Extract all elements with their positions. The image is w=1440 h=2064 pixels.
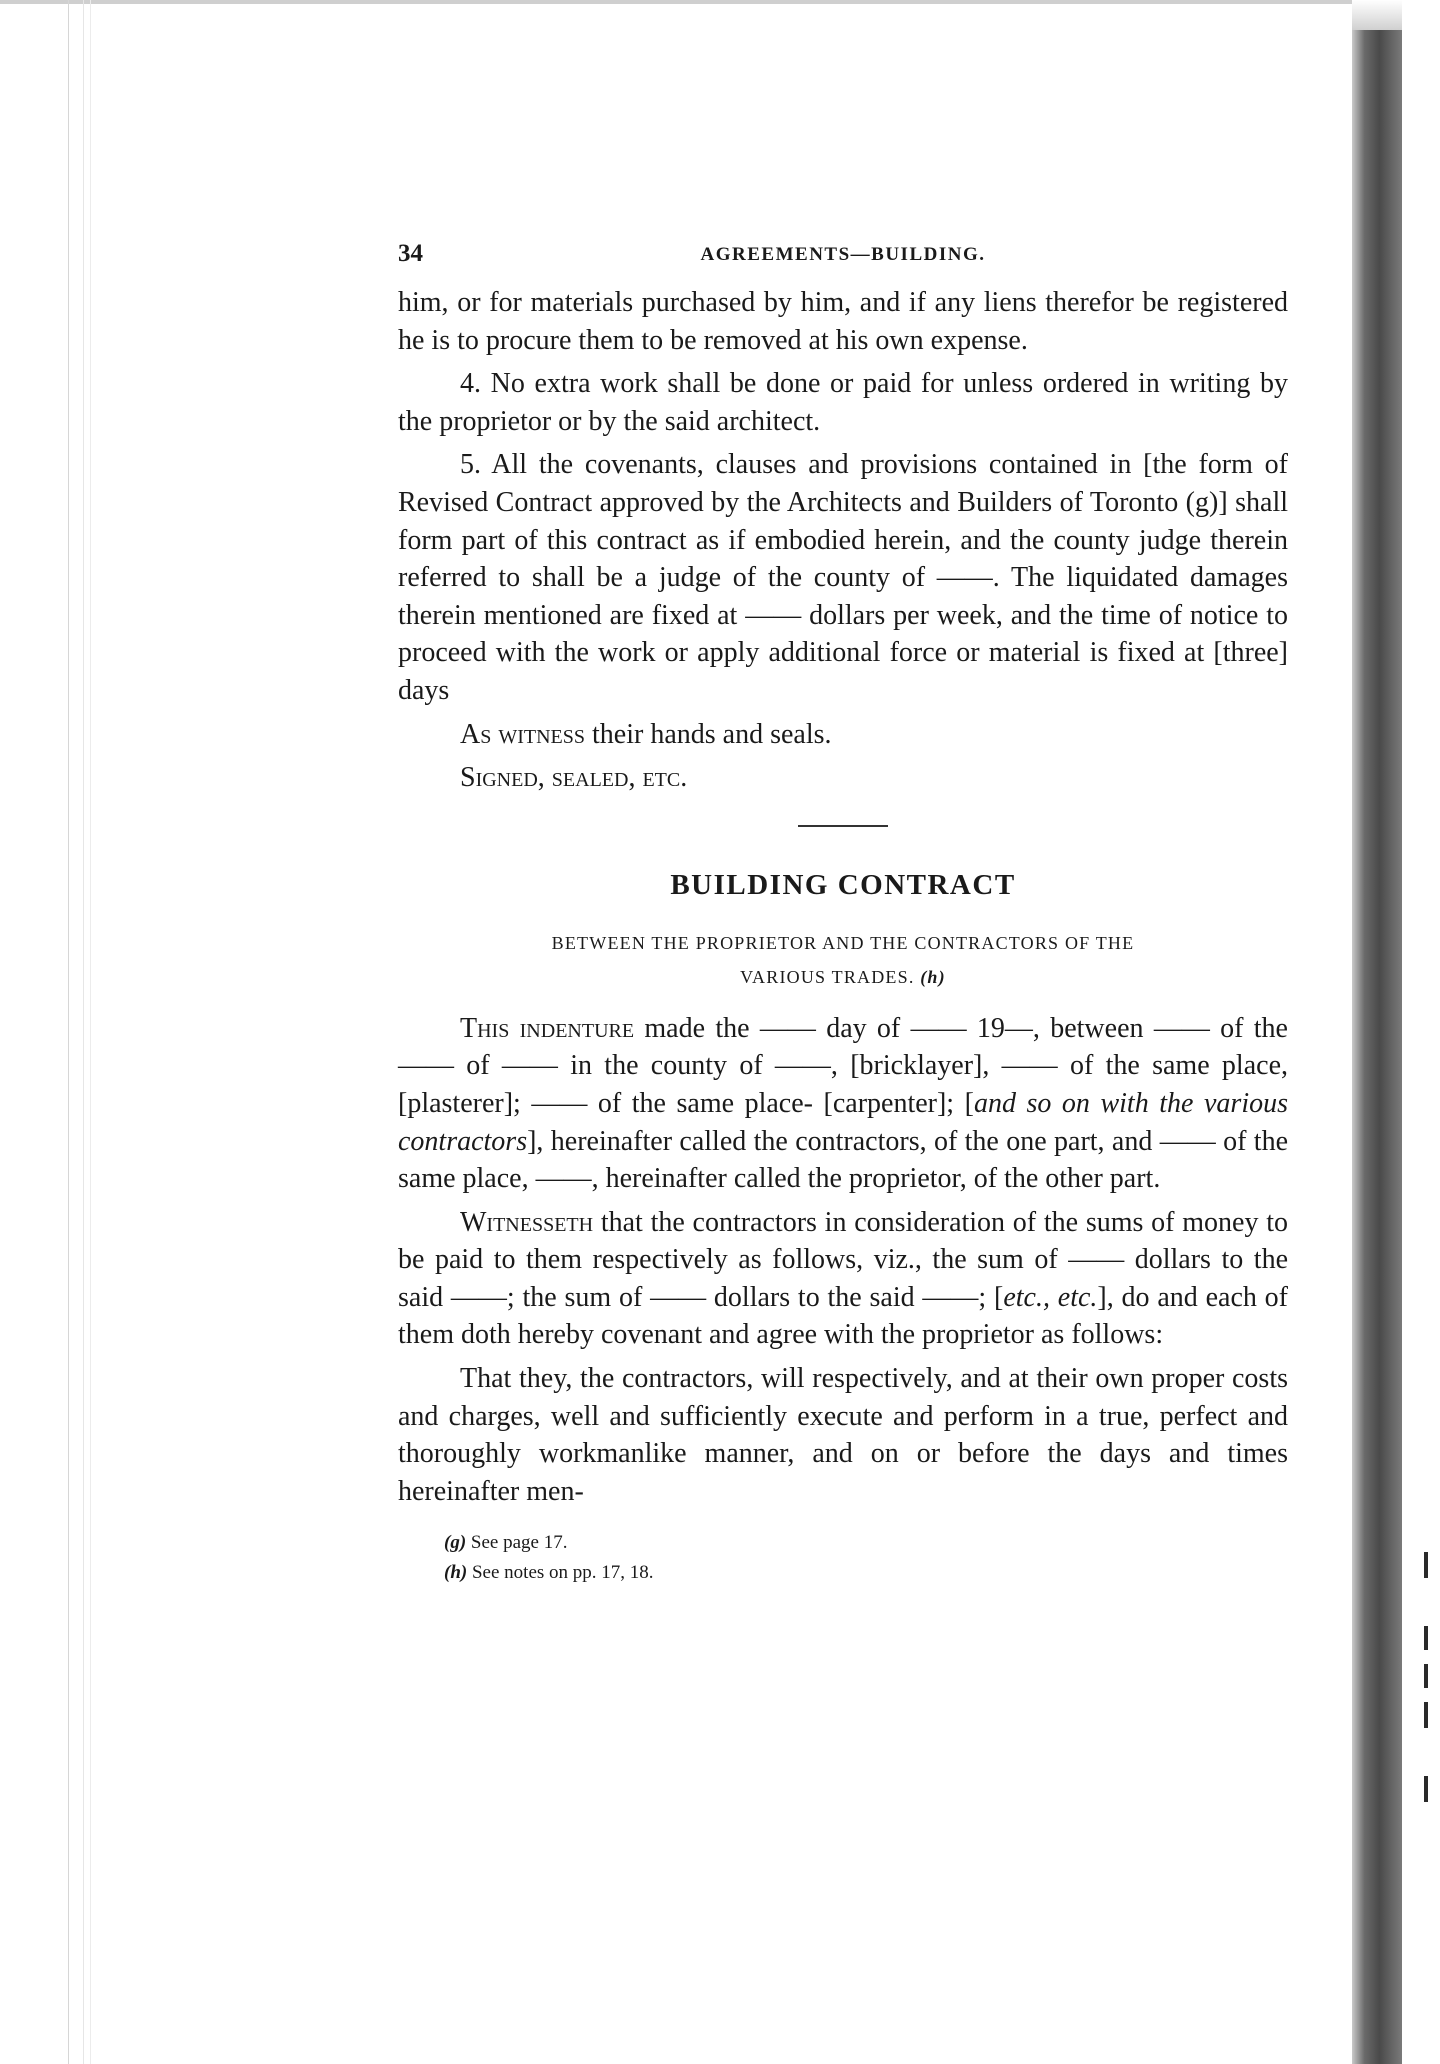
adjacent-page-mark bbox=[1424, 1776, 1428, 1802]
footnote-mark: (h) bbox=[444, 1562, 468, 1584]
indenture-text-b: ], hereinafter called the contractors, of the one part, and —— of the same place, ——, hereinafter called the proprietor, of the other part. bbox=[398, 1125, 1288, 1195]
witnesseth-text-a: that the contractors in consideration of the sums of money to be paid to them respectively as follows, viz., the sum of —— dollars to the said ——; the sum of —— dollars to the said ——; [ bbox=[398, 1206, 1288, 1313]
witnesseth-italic: etc., etc. bbox=[1003, 1281, 1098, 1313]
book-binding-shadow bbox=[1352, 30, 1402, 2064]
witnesseth-text-b: ], do and each of them doth hereby covenant and agree with the proprietor as follows: bbox=[398, 1281, 1288, 1351]
contract-text bbox=[398, 1010, 1288, 1511]
page-edge-line bbox=[90, 0, 91, 2064]
clause-5: 5. All the covenants, clauses and provisions contained in [the form of Revised Contract approved by the Architects and Builders of Toronto (g)] shall form part of this contract as if embodied herein, and the county judge therein referred to shall be a judge of the county of ——. The liquidated damages therein mentioned are fixed at —— dollars per week, and the time of notice to proceed with the work or apply additional force or material is fixed at [three] days bbox=[398, 449, 1288, 706]
adjacent-page-mark bbox=[1424, 1552, 1428, 1578]
witnesseth-lead: Witnesseth bbox=[460, 1206, 594, 1238]
adjacent-page-strip bbox=[1402, 0, 1440, 2064]
page-number: 34 bbox=[398, 240, 423, 267]
witness-lead: As witness bbox=[460, 718, 586, 750]
section-divider bbox=[798, 825, 888, 827]
adjacent-page-mark bbox=[1424, 1702, 1428, 1728]
footnote-text: See page 17. bbox=[466, 1532, 568, 1554]
running-head bbox=[398, 240, 1288, 284]
clause-4: 4. No extra work shall be done or paid for unless ordered in writing by the proprietor or by the said architect. bbox=[398, 368, 1288, 437]
book-page bbox=[398, 240, 1288, 1588]
running-title: AGREEMENTS—BUILDING. bbox=[700, 244, 986, 265]
footnote-mark: (g) bbox=[444, 1532, 467, 1554]
body-text bbox=[398, 284, 1288, 797]
footnote-h bbox=[398, 1558, 1288, 1588]
paragraph-continued: him, or for materials purchased by him, and if any liens therefor be registered he is to procure them to be removed at his own expense. bbox=[398, 287, 1288, 356]
adjacent-page-mark bbox=[1424, 1664, 1428, 1688]
page-edge-left bbox=[68, 0, 84, 2064]
binding-top bbox=[1352, 0, 1402, 30]
indenture-text-a: made the —— day of —— 19—, between —— of the —— of —— in the county of ——, [bricklayer], —— of the same place, [plasterer]; —— of the same place- [carpenter]; [ bbox=[398, 1012, 1288, 1119]
signed-line: Signed, sealed, etc. bbox=[460, 762, 688, 794]
witness-rest: their hands and seals. bbox=[585, 718, 832, 750]
indenture-paragraph bbox=[398, 1010, 1288, 1198]
footnote-text: See notes on pp. 17, 18. bbox=[467, 1562, 654, 1584]
subtitle-line-2 bbox=[398, 960, 1288, 994]
indenture-lead: This indenture bbox=[460, 1012, 635, 1044]
footnote-g bbox=[398, 1528, 1288, 1558]
adjacent-page-mark bbox=[1424, 1626, 1428, 1650]
subtitle-line-2-text: VARIOUS TRADES. bbox=[740, 966, 915, 987]
section-subtitle bbox=[398, 926, 1288, 994]
indenture-italic: and so on with the various contractors bbox=[398, 1087, 1288, 1157]
footnotes bbox=[398, 1528, 1288, 1588]
subtitle-footnote-ref: (h) bbox=[920, 966, 946, 987]
witness-line bbox=[398, 716, 1288, 754]
section-title: BUILDING CONTRACT bbox=[670, 868, 1016, 901]
subtitle-line-1: BETWEEN THE PROPRIETOR AND THE CONTRACTORS OF THE bbox=[551, 932, 1135, 953]
witnesseth-paragraph bbox=[398, 1204, 1288, 1354]
scan-top-edge bbox=[0, 0, 1440, 4]
covenant-paragraph: That they, the contractors, will respectively, and at their own proper costs and charges, well and sufficiently execute and perform in a true, perfect and thoroughly workmanlike manner, and on or before the days and times hereinafter men- bbox=[398, 1363, 1288, 1507]
